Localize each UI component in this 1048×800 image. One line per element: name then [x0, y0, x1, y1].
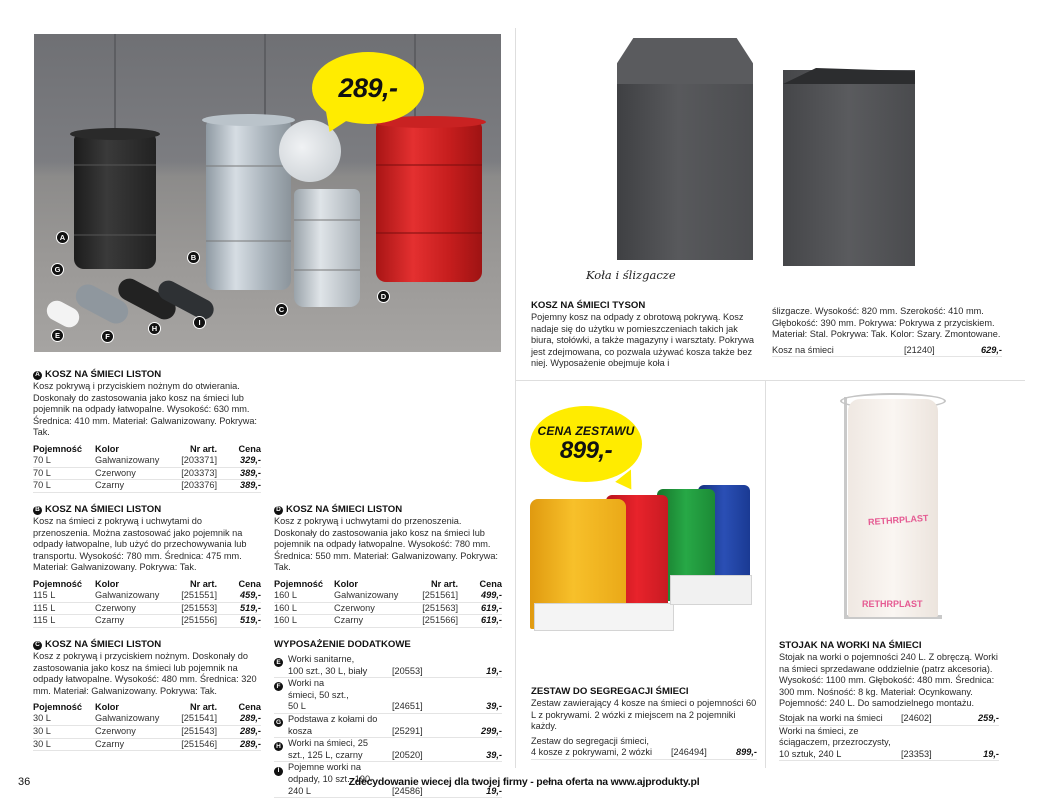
- badge-b-icon: B: [33, 506, 42, 515]
- tyson-lid-image: [617, 38, 753, 84]
- bag-stand-desc: Stojak na worki o pojemności 240 L. Z obręczą. Worki na śmieci sprzedawane oddzielnie (patrz akcesoria). Wysokość: 1100 mm. Głębokość: 480 mm. Średnica: 300 mm. Nośność: 8 kg. Materiał: Ocynkowany. Pojemność: 240 L. Do samodzielnego montażu.: [779, 652, 998, 709]
- black-bin-image: [74, 134, 156, 269]
- bag-print-bottom: RETHRPLAST: [862, 599, 923, 609]
- table-row: 70 L Galwanizowany [203371] 329,-: [33, 455, 261, 467]
- liston-bins-photo: [34, 34, 501, 352]
- marker-f: F: [102, 331, 113, 342]
- product-b-desc: Kosz na śmieci z pokrywą i uchwytami do przenoszenia. Można zastosować jako pojemnik na odpady łatwopalne, lub użyć do przechowywania lub transportu. Wysokość: 780 mm. Średnica: 475 mm. Materiał: Galwanizowany. Pokrywa: Tak.: [33, 516, 247, 573]
- bag-stand-photo: [770, 385, 1020, 630]
- product-a: [33, 369, 261, 493]
- red-bin-image: [376, 122, 482, 282]
- marker-a: A: [57, 232, 68, 243]
- segregation-desc: Zestaw zawierający 4 kosze na śmieci o pojemności 60 L z pokrywami. 2 wózki z miejscem na 2 pojemniki każdy.: [531, 698, 757, 732]
- tyson-row-price: 629,-: [981, 344, 1002, 355]
- list-item: F Worki na śmieci, 50 szt., 50 L [24651] 39,-: [274, 678, 502, 714]
- pedal-bin-image: [294, 189, 360, 307]
- product-d-desc: Kosz z pokrywą i uchwytami do przenoszenia. Doskonały do zastosowania jako kosz na śmieci lub pojemnik na odpady łatwopalne. Wysokość: 780 mm. Średnica: 550 mm. Materiał: Galwanizowany. Pokrywa: Tak.: [274, 516, 498, 573]
- bag-print-mid: RETHRPLAST: [867, 512, 929, 528]
- bubble-price: 289,-: [338, 72, 398, 103]
- badge-a-icon: A: [33, 371, 42, 380]
- segregation-row: Zestaw do segregacji śmieci, 4 kosze z pokrywami, 2 wózki [246494] 899,-: [531, 736, 757, 760]
- table-row: 30 L Galwanizowany [251541] 289,-: [33, 713, 261, 725]
- table-row: 30 L Czerwony [251543] 289,-: [33, 725, 261, 738]
- product-b: [33, 504, 261, 628]
- page-number: 36: [18, 776, 31, 788]
- product-b-title: B KOSZ NA ŚMIECI LISTON: [33, 504, 261, 516]
- marker-d: D: [378, 291, 389, 302]
- tyson-photo-caption: Koła i ślizgacze: [586, 268, 676, 282]
- center-divider: [515, 28, 516, 768]
- footer-slogan: Zdecydowanie wiecej dla twojej firmy - pełna oferta na www.ajprodukty.pl: [348, 776, 700, 788]
- trolley-back-image: [670, 575, 752, 605]
- table-row: 160 L Czarny [251566] 619,-: [274, 615, 502, 628]
- marker-b: B: [188, 252, 199, 263]
- tyson-bin-with-lid-image: [617, 80, 753, 260]
- price-bubble-289: [312, 52, 424, 124]
- right-top-divider: [515, 380, 1025, 381]
- tyson-description-left: [531, 300, 757, 370]
- marker-h: H: [149, 323, 160, 334]
- product-a-desc: Kosz pokrywą i przyciskiem nożnym do otwierania. Doskonały do zastosowania jako kosz na śmieci lub pojemnik na odpady łatwopalne. Wysokość: 630 mm. Średnica: 410 mm. Materiał: Galwanizowany. Pokrywa: Tak.: [33, 381, 257, 438]
- bag-stand-title: STOJAK NA WORKI NA ŚMIECI: [779, 640, 922, 651]
- price-bubble-899: [530, 406, 642, 482]
- tyson-open-bin-image: [783, 70, 915, 266]
- product-c-title: C KOSZ NA ŚMIECI LISTON: [33, 639, 261, 651]
- tyson-row: [772, 345, 1002, 358]
- product-c-table: Pojemność Kolor Nr art. Cena 30 L Galwanizowany [251541] 289,- 30 L Czerwony [251543] 289,- 30 L Czarny [251546] 289,-: [33, 701, 261, 751]
- bag-stand-row: Worki na śmieci, ze ściągaczem, przezroczysty, 10 sztuk, 240 L [23353] 19,-: [779, 726, 999, 762]
- table-row: 160 L Galwanizowany [251561] 499,-: [274, 590, 502, 602]
- bag-stand: [779, 640, 999, 761]
- marker-e: E: [52, 330, 63, 341]
- table-row: 115 L Galwanizowany [251551] 459,-: [33, 590, 261, 602]
- table-row: 70 L Czerwony [203373] 389,-: [33, 467, 261, 480]
- product-d: [274, 504, 502, 628]
- trash-bag-image: [848, 399, 938, 617]
- table-row: 115 L Czarny [251556] 519,-: [33, 615, 261, 628]
- product-c-desc: Kosz z pokrywą i przyciskiem nożnym. Doskonały do zastosowania jako kosz na śmieci lub pojemnik na odpady łatwopalne. Wysokość: 480 mm. Średnica: 320 mm. Materiał: Galwanizowany. Pokrywa: Tak.: [33, 651, 257, 696]
- product-a-table: Pojemność Kolor Nr art. Cena 70 L Galwanizowany [203371] 329,- 70 L Czerwony [203373] 389,- 70 L Czarny [203376] 389,-: [33, 443, 261, 493]
- list-item: I Pojemne worki na odpady, 10 szt., 190-240 L [24586] 19,-: [274, 762, 502, 798]
- table-row: 160 L Czerwony [251563] 619,-: [274, 602, 502, 615]
- bag-stand-row: Stojak na worki na śmieci [24602] 259,-: [779, 713, 999, 726]
- bubble-price: 899,-: [559, 437, 613, 464]
- tyson-row-nr: [21240]: [904, 344, 935, 355]
- tyson-desc-left: Pojemny kosz na odpady z obrotową pokrywą. Kosz nadaje się do użytku w pomieszczeniach takich jak biura, stołówki, a także magazyny i warsztaty. Pokrywa jest zdejmowana, co pozwala używać kosza także bez niej. Wyposażenie obejmuje koła i: [531, 312, 754, 369]
- badge-d-icon: D: [274, 506, 283, 515]
- badge-g-icon: G: [275, 718, 282, 726]
- product-d-title: D KOSZ NA ŚMIECI LISTON: [274, 504, 502, 516]
- accessories-title: WYPOSAŻENIE DODATKOWE: [274, 639, 411, 650]
- segregation-title: ZESTAW DO SEGREGACJI ŚMIECI: [531, 686, 689, 697]
- badge-c-icon: C: [33, 641, 42, 650]
- product-b-table: Pojemność Kolor Nr art. Cena 115 L Galwanizowany [251551] 459,- 115 L Czerwony [251553] 519,- 115 L Czarny [251556] 519,-: [33, 578, 261, 628]
- marker-g: G: [52, 264, 63, 275]
- list-item: E Worki sanitarne, 100 szt., 30 L, biały [20553] 19,-: [274, 654, 502, 678]
- tyson-desc-right: ślizgacze. Wysokość: 820 mm. Szerokość: 410 mm. Głębokość: 390 mm. Pokrywa: Pokrywa z przyciskiem. Materiał: Stal. Pokrywa: Tak. Kolor: Szary. Zmontowane.: [772, 306, 1001, 340]
- segregation-set: [531, 686, 757, 760]
- tyson-row-name: Kosz na śmieci: [772, 344, 834, 355]
- product-a-title: A KOSZ NA ŚMIECI LISTON: [33, 369, 261, 381]
- stand-frame-left: [844, 397, 847, 619]
- badge-e-icon: E: [274, 658, 283, 667]
- tyson-description-right: [772, 306, 1002, 357]
- table-row: 115 L Czerwony [251553] 519,-: [33, 602, 261, 615]
- table-row: 30 L Czarny [251546] 289,-: [33, 738, 261, 751]
- right-bottom-divider: [765, 380, 766, 768]
- accessories: [274, 639, 502, 798]
- table-row: 70 L Czarny [203376] 389,-: [33, 480, 261, 493]
- tyson-title: KOSZ NA ŚMIECI TYSON: [531, 300, 646, 311]
- badge-h-icon: H: [274, 742, 283, 751]
- list-item: G Podstawa z kołami do kosza [25291] 299,-: [274, 714, 502, 738]
- list-item: H Worki na śmieci, 25 szt., 125 L, czarny [20520] 39,-: [274, 738, 502, 762]
- marker-c: C: [276, 304, 287, 315]
- bubble-label: CENA ZESTAWU: [537, 424, 635, 438]
- product-c: [33, 639, 261, 751]
- product-d-table: Pojemność Kolor Nr art. Cena 160 L Galwanizowany [251561] 499,- 160 L Czerwony [251563] 619,- 160 L Czarny [251566] 619,-: [274, 578, 502, 628]
- trolley-front-image: [534, 603, 674, 631]
- badge-f-icon: F: [274, 682, 283, 691]
- tyson-bins-photo: [520, 30, 1020, 292]
- marker-i: I: [194, 317, 205, 328]
- badge-i-icon: I: [274, 767, 283, 776]
